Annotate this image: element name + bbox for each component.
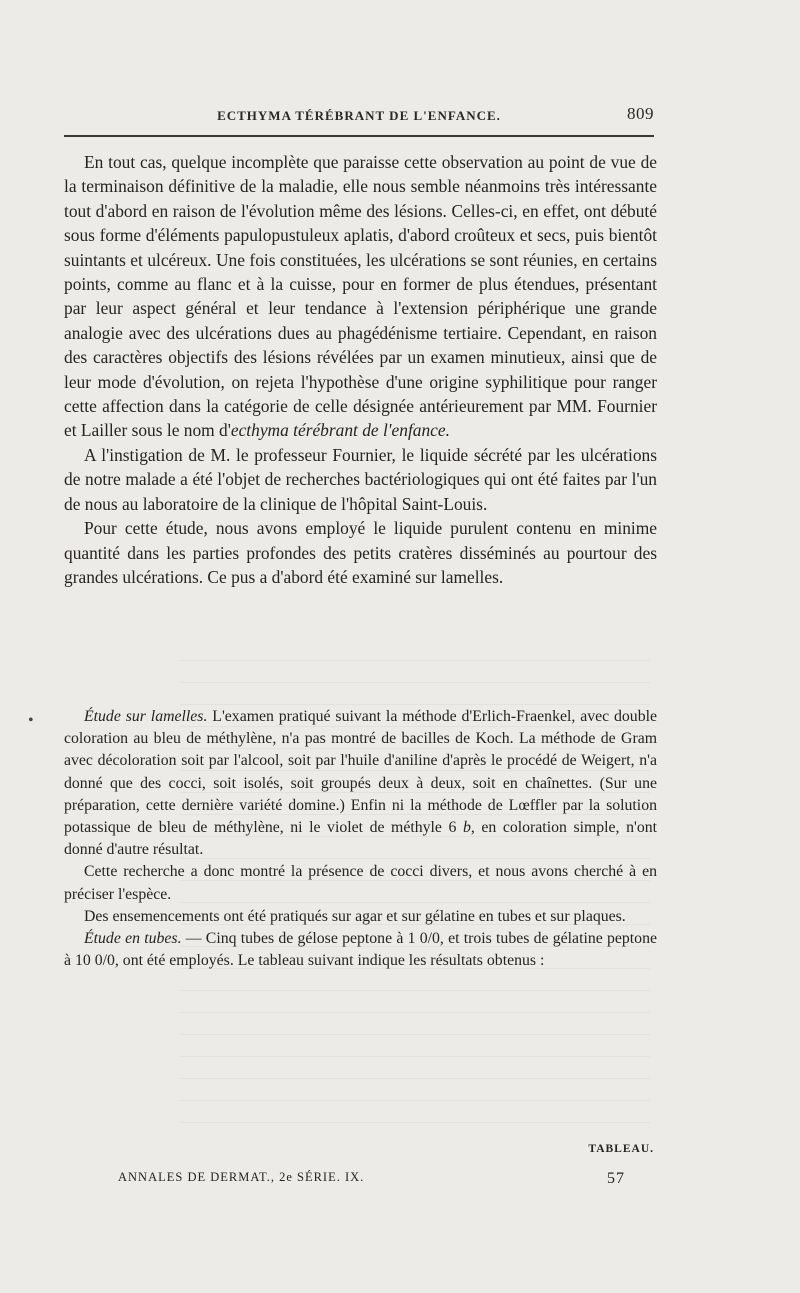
main-text xyxy=(64,150,657,589)
running-title: ECTHYMA TÉRÉBRANT DE L'ENFANCE. xyxy=(217,108,501,123)
paragraph-observation-text: En tout cas, quelque incomplète que paraisse cette observation au point de vue de la terminaison définitive de la maladie, elle nous semble néanmoins très intéressante tout d'abord en raison de l'évolution même des lésions. Celles-ci, en effet, ont débuté sous forme d'éléments papulopustuleux aplatis, d'abord croûteux et secs, puis bientôt suintants et ulcéreux. Une fois constituées, les ulcérations se sont réunies, en certains points, comme au flanc et à la cuisse, pour en former de plus étendues, présentant par leur aspect général et leur tendance à l'extension périphérique une grande analogie avec des ulcérations dues au phagédénisme tertiaire. Cependant, en raison des caractères objectifs des lésions révélées par un examen minutieux, ainsi que de leur mode d'évolution, on rejeta l'hypothèse d'une origine syphilitique pour ranger cette affection dans la catégorie de celle désignée antérieurement par MM. Fournier et Lailler sous le nom d' xyxy=(64,152,657,441)
section-label-tubes: Étude en tubes. xyxy=(84,930,182,948)
page-number: 809 xyxy=(627,104,654,123)
paragraph-lamelles-tail: , en coloration simple, n'ont donné d'autre résultat. xyxy=(64,819,657,859)
journal-signature: ANNALES DE DERMAT., 2e SÉRIE. IX. xyxy=(118,1170,365,1184)
paragraph-lamelles xyxy=(64,706,657,861)
paragraph-instigation: A l'instigation de M. le professeur Fournier, le liquide sécrété par les ulcérations de notre malade a été l'objet de recherches bactériologiques qui ont été faites par l'un de nous au laboratoire de la clinique de l'hôpital Saint-Louis. xyxy=(64,444,657,514)
paragraph-lamelles-text: L'examen pratiqué suivant la méthode d'Erlich-Fraenkel, avec double coloration au bleu de méthylène, n'a pas montré de bacilles de Koch. La méthode de Gram avec décoloration soit par l'alcool, soit par l'huile d'aniline d'après le procédé de Weigert, n'a donné que des cocci, soit isolés, soit groupés deux à deux, soit en chaînettes. (Sur une préparation, cette dernière variété domine.) Enfin ni la méthode de Lœffler par la solution potassique de bleu de méthylène, ni le violet de méthyle 6 xyxy=(64,708,658,837)
paragraph-cocci: Cette recherche a donc montré la présence de cocci divers, et nous avons cherché à en préciser l'espèce. xyxy=(64,863,657,903)
paragraph-ensemencements: Des ensemencements ont été pratiqués sur agar et sur gélatine en tubes et sur plaques. xyxy=(84,907,626,925)
disease-name: ecthyma térébrant de l'enfance. xyxy=(230,420,450,441)
paragraph-tubes xyxy=(64,928,657,972)
margin-mark: • xyxy=(28,712,34,729)
paragraph-observation xyxy=(64,150,657,443)
section-label-lamelles: Étude sur lamelles. xyxy=(84,708,208,725)
running-header xyxy=(64,104,654,128)
header-rule xyxy=(64,135,654,137)
catch-word: TABLEAU. xyxy=(588,1143,654,1155)
small-print-text xyxy=(64,706,657,972)
variety-letter: b xyxy=(462,819,471,837)
page-footer xyxy=(118,1170,625,1192)
paragraph-method: Pour cette étude, nous avons employé le liquide purulent contenu en minime quantité dans les parties profondes des petits cratères disséminés au pourtour des grandes ulcérations. Ce pus a d'abord été examiné sur lamelles. xyxy=(64,518,657,587)
paragraph-tubes-text: — Cinq tubes de gélose peptone à 1 0/0, et trois tubes de gélatine peptone à 10 0/0, ont été employés. Le tableau suivant indique les résultats obtenus : xyxy=(64,930,657,970)
sheet-signature: 57 xyxy=(607,1170,625,1187)
